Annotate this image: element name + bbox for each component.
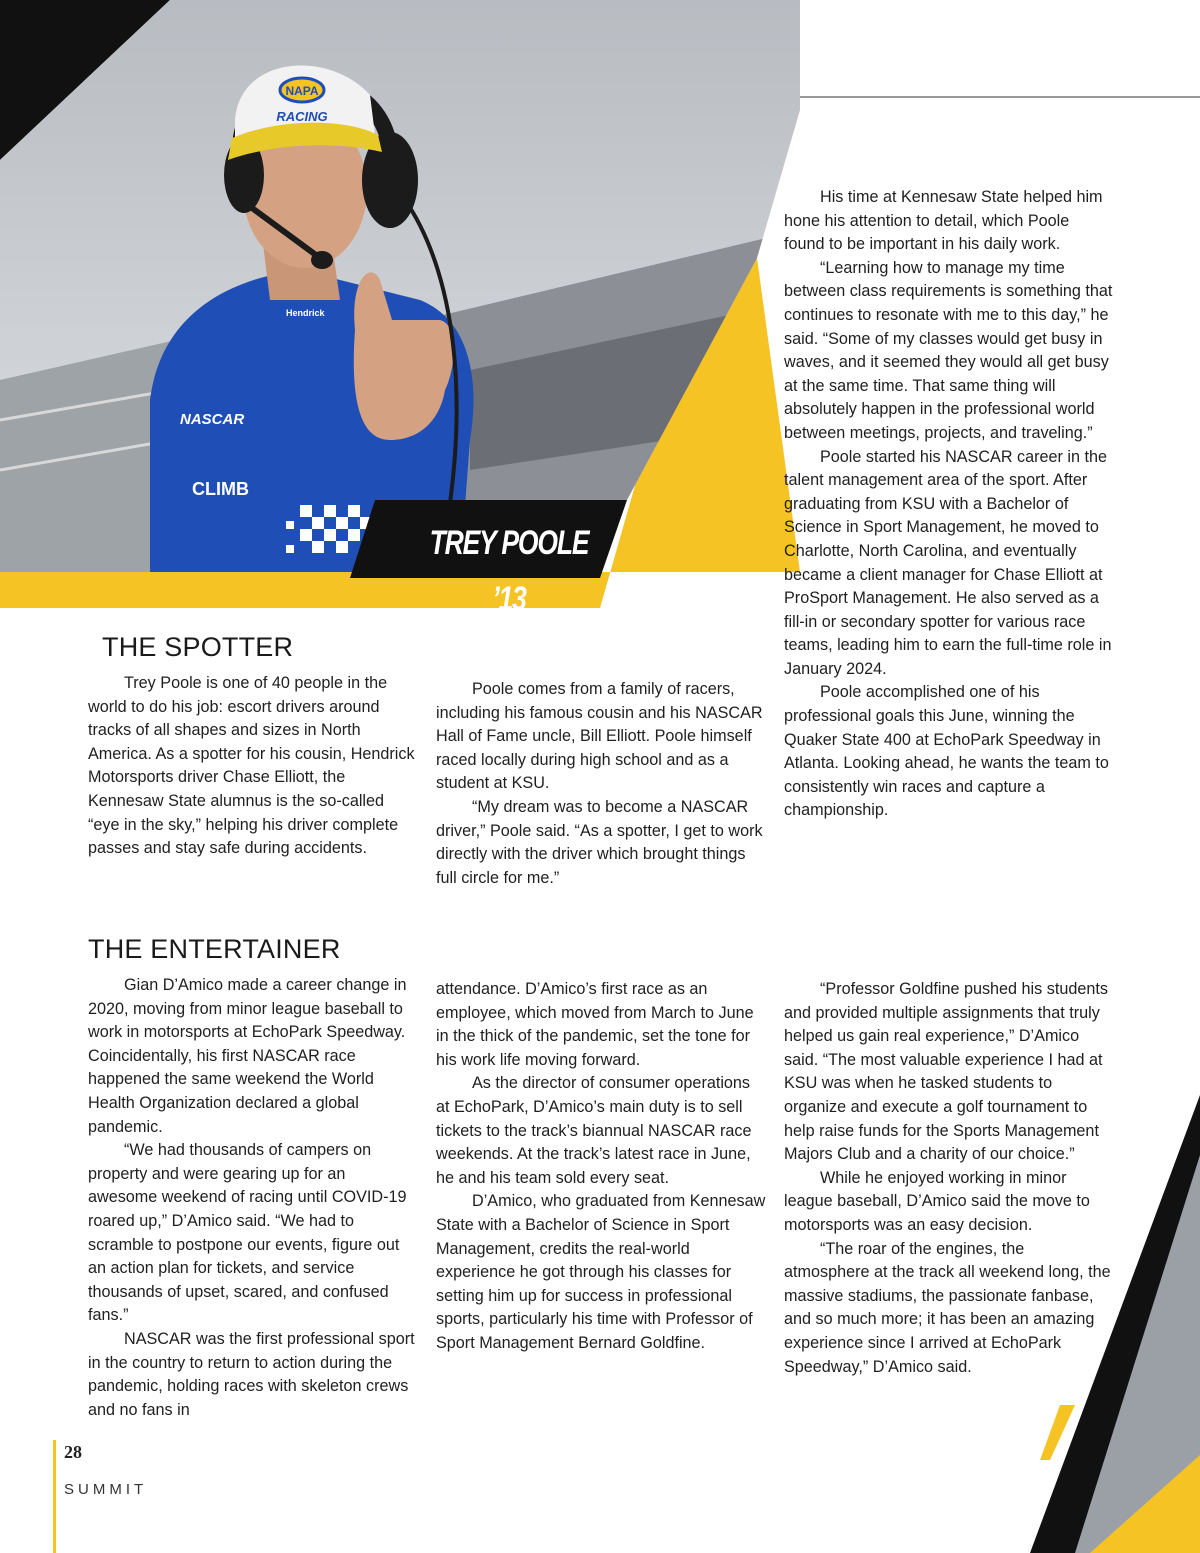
paragraph: Poole comes from a family of racers, including his famous cousin and his NASCAR Hall of Fame uncle, Bill Elliott. Poole himself raced locally during high school and as a student at KSU.	[436, 680, 763, 793]
shirt-text-nascar: NASCAR	[180, 411, 245, 428]
paragraph: Trey Poole is one of 40 people in the world to do his job: escort drivers around tracks of all shapes and sizes in North America. As a spotter for his cousin, Hendrick Motorsports driver Chase Elliott, the Kennesaw State alumnus is the so-called “eye in the sky,” helping his driver complete passes and stay safe during accidents.	[88, 674, 415, 858]
paragraph: While he enjoyed working in minor league baseball, D’Amico said the move to motorsports was an easy decision.	[784, 1168, 1090, 1234]
section-heading-spotter: THE SPOTTER	[102, 632, 294, 662]
entertainer-column-2	[436, 978, 766, 1356]
shirt-text-climb: CLIMB	[192, 479, 249, 499]
paragraph: Poole accomplished one of his professional goals this June, winning the Quaker State 400 at EchoPark Speedway in Atlanta. Looking ahead, he wants the team to consistently win races and capture a championship.	[784, 683, 1109, 820]
spotter-column-3	[784, 186, 1114, 823]
paragraph: “My dream was to become a NASCAR driver,” Poole said. “As a spotter, I get to work directly with the driver which brought things full circle for me.”	[436, 797, 763, 887]
cap-text-bottom: RACING	[276, 109, 328, 124]
paragraph: NASCAR was the first professional sport in the country to return to action during the pandemic, holding races with skeleton crews and no fans in	[88, 1329, 415, 1419]
paragraph: Gian D’Amico made a career change in 2020, moving from minor league baseball to work in motorsports at EchoPark Speedway. Coincidentally, his first NASCAR race happened the same weekend the World Health Organization declared a global pandemic.	[88, 976, 407, 1136]
paragraph: His time at Kennesaw State helped him hone his attention to detail, which Poole found to be important in his daily work.	[784, 188, 1103, 254]
folio-rule	[53, 1440, 56, 1553]
shirt-text-hendrick: Hendrick	[286, 308, 325, 318]
paragraph: attendance. D’Amico’s first race as an employee, which moved from March to June in the thick of the pandemic, set the tone for his work life moving forward.	[436, 980, 754, 1069]
paragraph: Poole started his NASCAR career in the talent management area of the sport. After graduating from KSU with a Bachelor of Science in Sport Management, he moved to Charlotte, North Carolina, and eventually became a client manager for Chase Elliott at ProSport Management. He also served as a fill-in or secondary spotter for various race teams, leading him to earn the full-time role in January 2024.	[784, 447, 1112, 678]
paragraph: D’Amico, who graduated from Kennesaw State with a Bachelor of Science in Sport Management, credits the real-world experience he got through his classes for setting him up for success in professional sports, particularly his time with Professor of Sport Management Bernard Goldfine.	[436, 1192, 766, 1352]
magazine-name: SUMMIT	[64, 1481, 148, 1498]
paragraph: “Learning how to manage my time between class requirements is something that continues to resonate with me to this day,” he said. “Some of my classes would get busy in waves, and it seemed they would all get busy at the same time. That same thing will absolutely happen in the professional world between meetings, projects, and traveling.”	[784, 258, 1113, 442]
cap-text-top: NAPA	[285, 84, 319, 98]
hero-photo	[0, 0, 800, 618]
spotter-column-1	[88, 672, 418, 861]
page-number: 28	[64, 1442, 82, 1462]
paragraph: “We had thousands of campers on property and were gearing up for an awesome weekend of racing until COVID-19 roared up,” D’Amico said. “We had to scramble to postpone our events, figure out an action plan for tickets, and service thousands of upset, scared, and confused fans.”	[88, 1141, 407, 1325]
entertainer-column-3	[784, 978, 1114, 1379]
section-heading-entertainer: THE ENTERTAINER	[88, 934, 341, 964]
entertainer-column-1	[88, 974, 418, 1422]
spotter-column-2	[436, 678, 766, 890]
paragraph: “Professor Goldfine pushed his students and provided multiple assignments that truly helped us gain real experience,” D’Amico said. “The most valuable experience I had at KSU was when he tasked students to organize and execute a golf tournament to help raise funds for the Sports Management Majors Club and a charity of our choice.”	[784, 980, 1108, 1164]
paragraph: As the director of consumer operations at EchoPark, D’Amico’s main duty is to sell tickets to the track’s biannual NASCAR race weekends. At the track’s latest race in June, he and his team sold every seat.	[436, 1074, 752, 1187]
paragraph: “The roar of the engines, the atmosphere at the track all weekend long, the massive stadiums, the passionate fanbase, and so much more; it has been an amazing experience since I arrived at EchoPark Speedway,” D’Amico said.	[784, 1239, 1111, 1376]
photo-caption: TREY POOLE ’13	[429, 524, 589, 618]
